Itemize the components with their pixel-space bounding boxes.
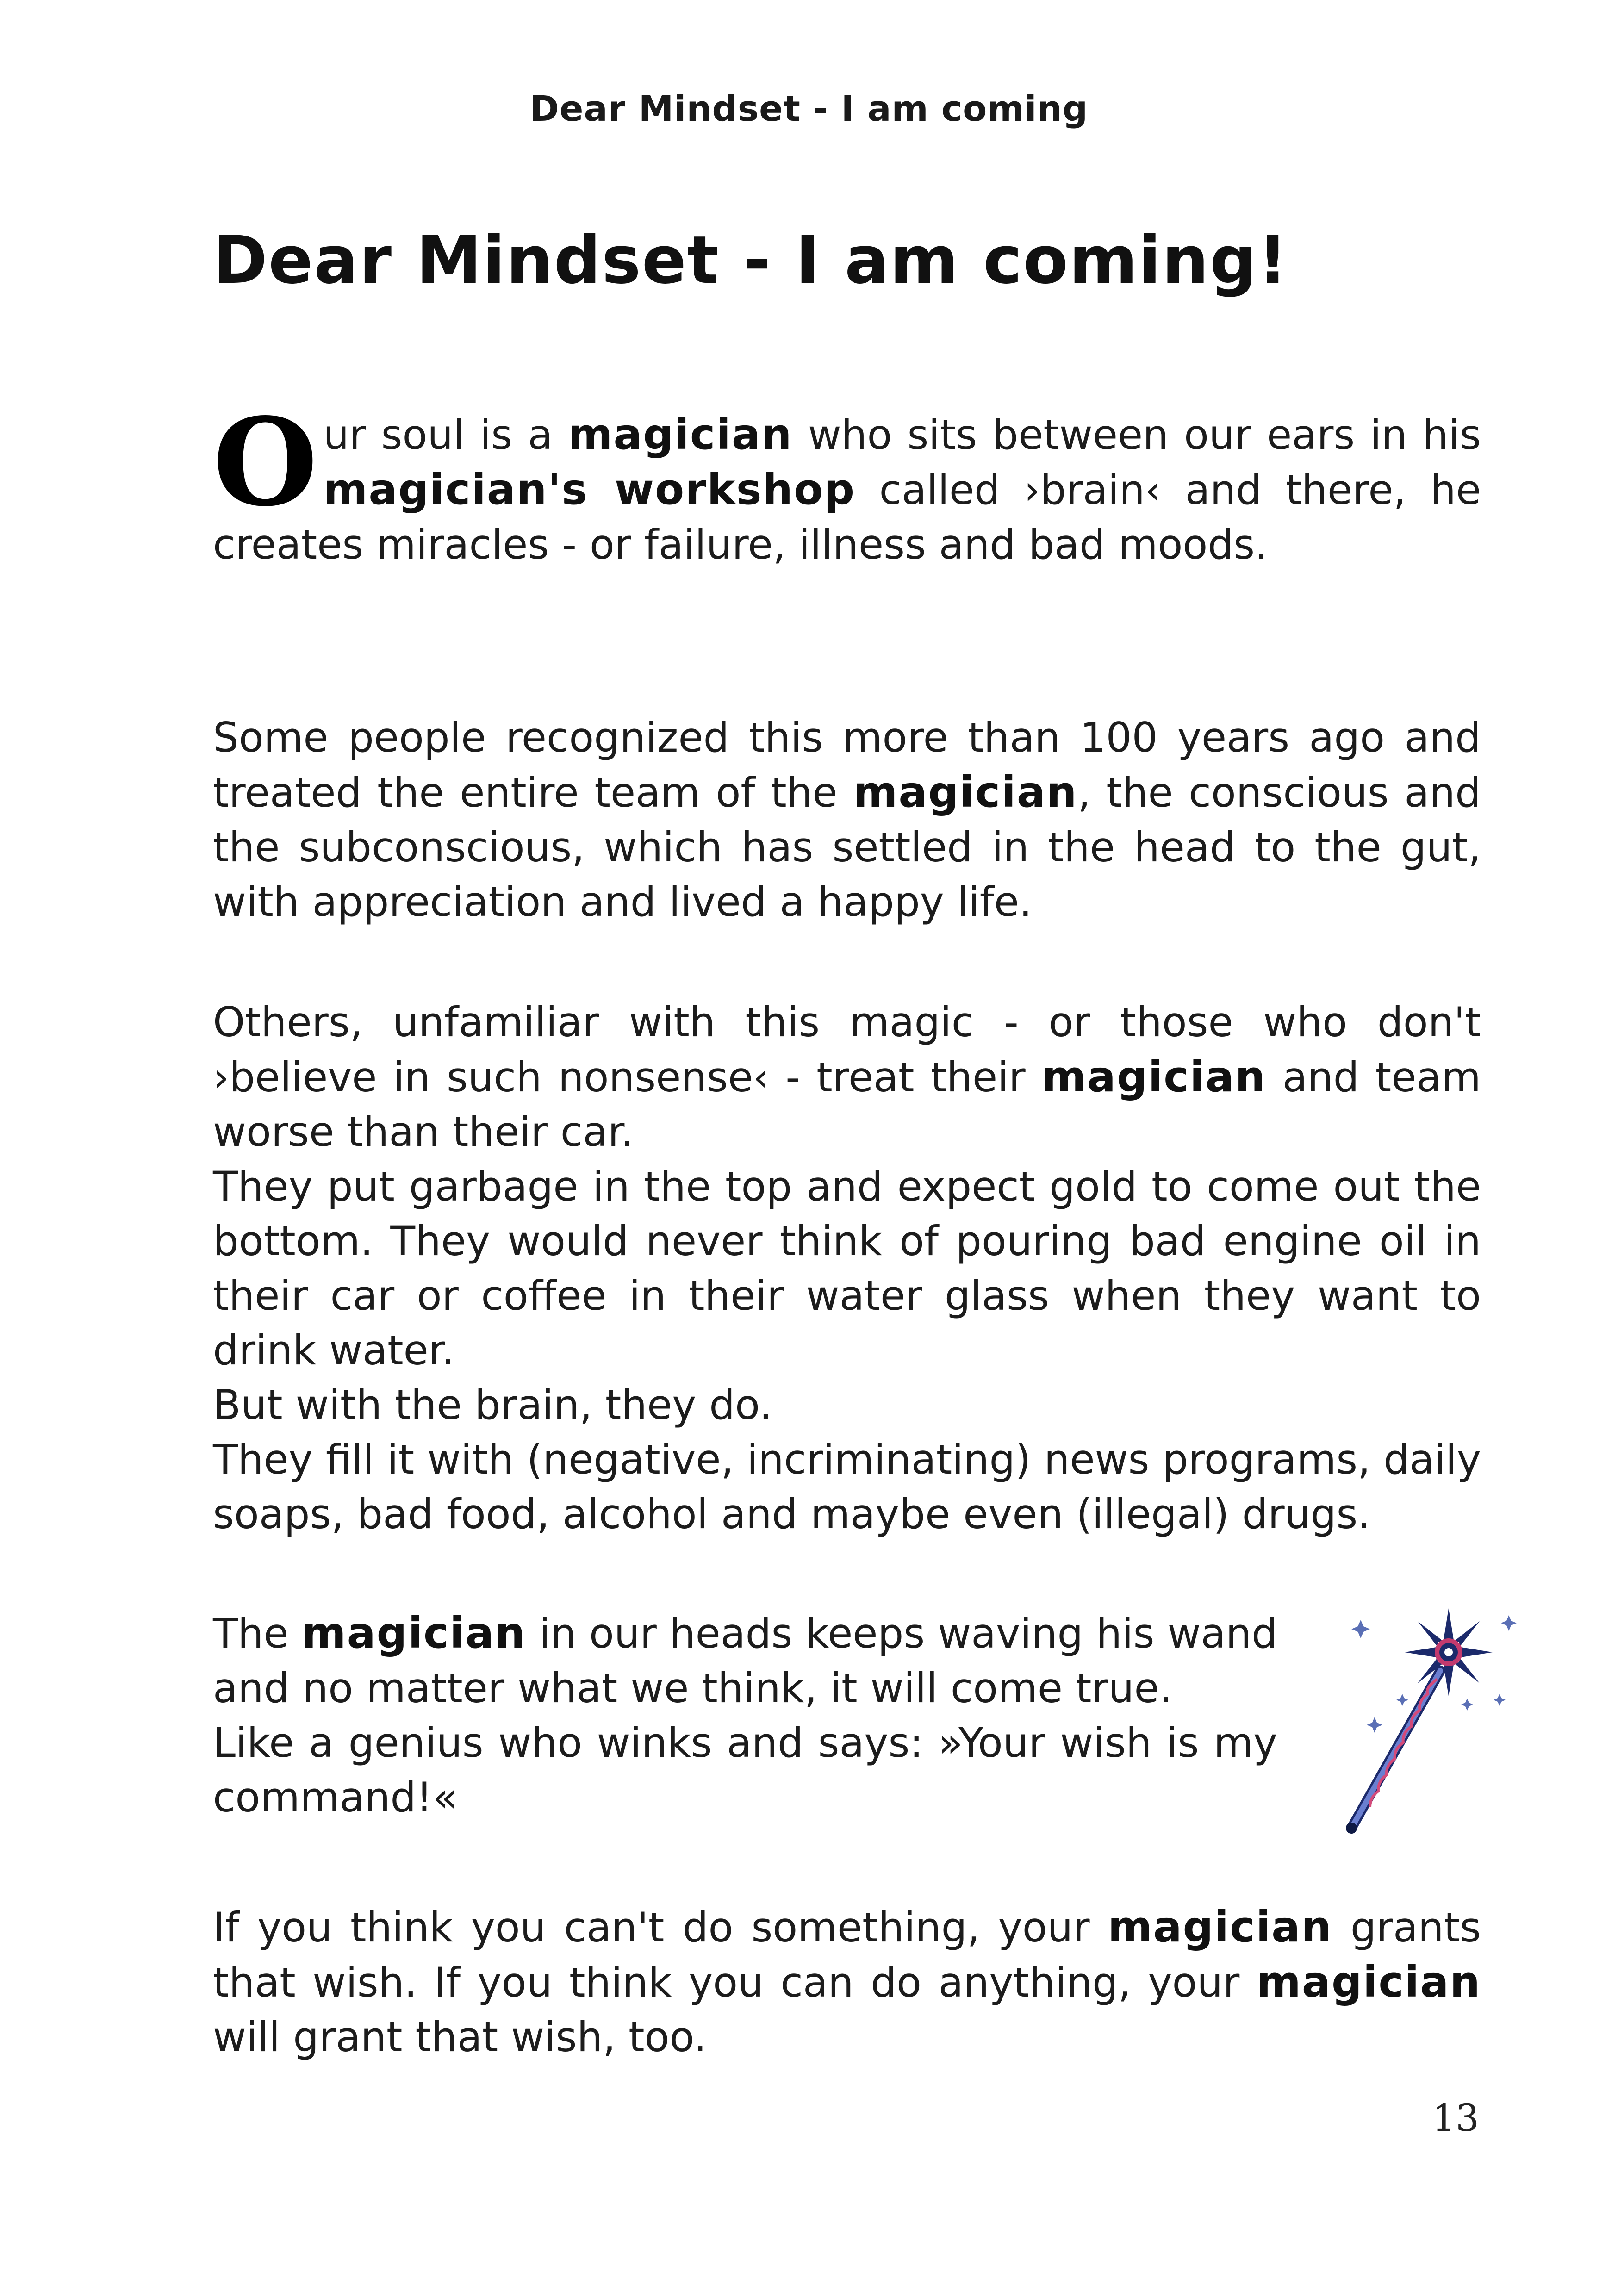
text-line: They put garbage in the top and expect gold to come out the bottom. They would never think of pouring bad engine oil in their car or coffee in their water glass when they want to drink water. — [213, 1163, 1481, 1374]
text-run: If you think you can't do something, your — [213, 1904, 1108, 1951]
keyword-magician: magician — [1041, 1052, 1266, 1101]
running-header: Dear Mindset - I am coming — [529, 88, 1089, 129]
text-run: Some people recognized this more than 100 years ago and treated the entire team of the — [213, 714, 1481, 816]
text-run: called ›brain‹ and there, he creates miracles - or failure, illness and bad moods. — [213, 466, 1481, 568]
chapter-title: Dear Mindset - I am coming! — [213, 222, 1289, 299]
text-run: Others, unfamiliar with this magic - or those who don't ›believe in such nonsense‹ - treat their — [213, 998, 1481, 1101]
text-line: They fill it with (negative, incriminating) news programs, daily soaps, bad food, alcohol and maybe even (illegal) drugs. — [213, 1436, 1481, 1538]
drop-cap: O — [213, 392, 318, 533]
paragraph-4 — [213, 1606, 1277, 1825]
magic-wand-icon — [1333, 1601, 1537, 1842]
text-run: and team worse than their car. — [213, 1053, 1481, 1156]
text-run: will grant that wish, too. — [213, 2013, 707, 2061]
keyword-magicians-workshop: magician's workshop — [323, 465, 856, 514]
text-line: But with the brain, they do. — [213, 1381, 772, 1429]
text-run: grants that wish. If you think you can do anything, your — [213, 1904, 1481, 2006]
paragraph-3 — [213, 995, 1481, 1542]
keyword-magician: magician — [1257, 1957, 1481, 2007]
paragraph-5 — [213, 1900, 1481, 2065]
text-run: who sits between our ears in his — [792, 411, 1481, 459]
text-run: , the conscious and the subconscious, which has settled in the head to the gut, with appreciation and lived a happy life. — [213, 769, 1481, 926]
paragraph-1 — [213, 392, 1481, 572]
keyword-magician: magician — [1108, 1902, 1332, 1952]
keyword-magician: magician — [853, 767, 1078, 817]
page-number: 13 — [1432, 2097, 1479, 2140]
text-run: in our heads keeps waving his wand and no matter what we think, it will come true. — [213, 1610, 1278, 1712]
paragraph-2 — [213, 710, 1481, 929]
text-run: The — [213, 1610, 302, 1657]
keyword-magician: magician — [568, 410, 793, 459]
text-run: ur soul is a — [323, 411, 568, 459]
keyword-magician: magician — [301, 1608, 526, 1658]
text-line: Like a genius who winks and says: »Your wish is my command!« — [213, 1719, 1277, 1821]
